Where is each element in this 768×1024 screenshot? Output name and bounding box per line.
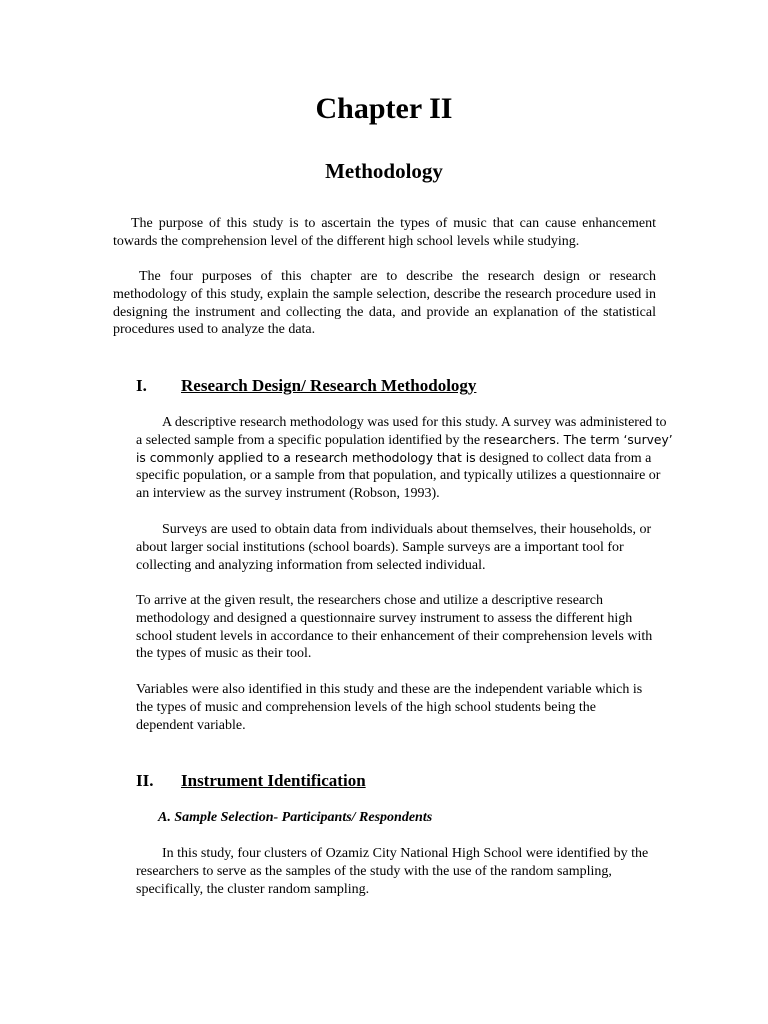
paragraph-text-sans: researchers. The term ‘survey’ is commonly applied to a research methodology that is	[136, 432, 673, 465]
chapter-title: Chapter II	[315, 92, 453, 125]
research-design-paragraph-4: Variables were also identified in this study and these are the independent variable which is the types of music and comprehension levels of the high school students being the dependent variable.	[136, 682, 643, 733]
section-heading-research-design	[136, 376, 476, 396]
chapter-subtitle: Methodology	[325, 159, 443, 183]
paragraph-text: designed to collect data from a specific population, or a sample from that population, and typically utilizes a questionnaire or an interview as the survey instrument (Robson, 1993).	[136, 450, 661, 502]
paragraph-text: A descriptive research methodology was used for this study. A survey was administered to a selected sample from a specific population identified by the	[136, 415, 667, 448]
instrument-identification-paragraph-1: In this study, four clusters of Ozamiz City National High School were identified by the researchers to serve as the samples of the study with the use of the random sampling, specifically, the cluster random sampling.	[136, 846, 649, 897]
research-design-paragraph-1	[136, 414, 676, 503]
subheading-sample-selection: A. Sample Selection- Participants/ Respondents	[158, 810, 433, 825]
intro-paragraph-2: The four purposes of this chapter are to describe the research design or research methodology of this study, explain the sample selection, describe the research procedure used in designing the instrument and collecting the data, and provide an explanation of the statistical procedures used to analyze the data.	[113, 269, 656, 338]
section-title: Instrument Identification	[181, 771, 366, 790]
research-design-paragraph-3: To arrive at the given result, the researchers chose and utilize a descriptive research methodology and designed a questionnaire survey instrument to assess the different high school student levels in accordance to their enhancement of their comprehension levels with the types of music as their tool.	[136, 593, 653, 662]
section-heading-instrument-identification	[136, 771, 366, 791]
research-design-paragraph-2: Surveys are used to obtain data from individuals about themselves, their households, or about larger social institutions (school boards). Sample surveys are a important tool for collecting and analyzing information from selected individual.	[136, 522, 652, 573]
section-number: II.	[136, 771, 154, 790]
intro-paragraph-1: The purpose of this study is to ascertain the types of music that can cause enhancement towards the comprehension level of the different high school levels while studying.	[113, 216, 656, 249]
section-title: Research Design/ Research Methodology	[181, 376, 477, 395]
section-number: I.	[136, 376, 147, 395]
